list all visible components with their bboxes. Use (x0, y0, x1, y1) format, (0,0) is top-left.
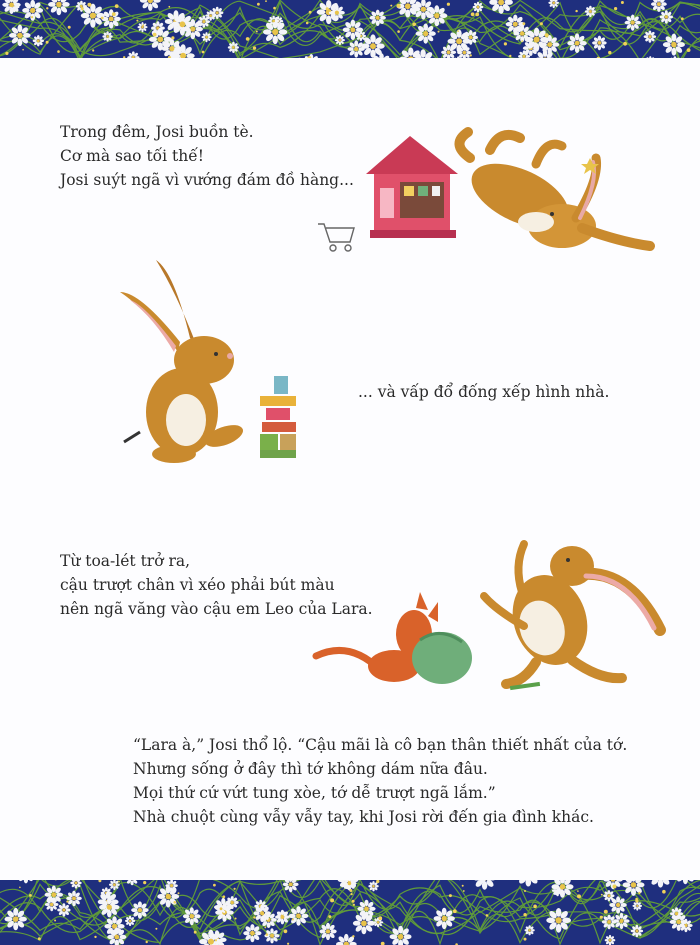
daisy-icon (335, 35, 345, 45)
daisy-icon (592, 36, 607, 51)
dot-decoration (486, 914, 489, 917)
daisy-icon (625, 15, 641, 31)
dot-decoration (524, 938, 527, 941)
rabbit-icon (120, 260, 246, 463)
daisy-icon (416, 23, 436, 43)
dot-decoration (463, 890, 465, 892)
dot-decoration (142, 24, 144, 26)
dot-decoration (54, 920, 56, 922)
toy-blocks-icon (260, 376, 296, 458)
dot-decoration (353, 904, 355, 906)
daisy-icon (567, 33, 587, 53)
dot-decoration (265, 0, 267, 2)
dot-decoration (22, 49, 24, 51)
dot-decoration (457, 30, 459, 32)
dot-decoration (577, 894, 581, 898)
dot-decoration (328, 915, 331, 918)
daisy-icon (546, 908, 571, 933)
dot-decoration (112, 12, 116, 16)
cat-icon (316, 592, 472, 684)
dot-decoration (575, 10, 577, 12)
dot-decoration (94, 936, 96, 938)
daisy-icon (33, 35, 44, 46)
dot-decoration (397, 30, 400, 33)
dot-decoration (614, 7, 617, 10)
dot-decoration (638, 892, 640, 894)
dot-decoration (68, 26, 71, 29)
dot-decoration (524, 890, 526, 892)
daisy-icon (631, 925, 643, 937)
dot-decoration (136, 20, 138, 22)
daisy-icon (99, 897, 119, 917)
rabbit-icon (459, 132, 650, 248)
dot-decoration (46, 7, 48, 9)
daisy-icon (66, 891, 82, 907)
dot-decoration (168, 6, 170, 8)
text-line: Mọi thứ cứ vứt tung xòe, tớ dễ trượt ngã lắm.” (133, 784, 496, 802)
dot-decoration (545, 33, 549, 37)
daisy-icon (140, 0, 161, 11)
daisy-icon (525, 28, 549, 52)
dot-decoration (449, 894, 452, 897)
text-line: Nhà chuột cùng vẫy vẫy tay, khi Josi rời đến gia đình khác. (133, 808, 594, 826)
dot-decoration (326, 7, 329, 10)
dot-decoration (273, 7, 276, 10)
text-line: Josi suýt ngã vì vướng đám đồ hàng... (60, 171, 354, 189)
dot-decoration (470, 54, 472, 56)
daisy-icon (76, 1, 87, 12)
dot-decoration (475, 13, 479, 17)
daisy-icon (434, 908, 455, 929)
dot-decoration (178, 892, 180, 894)
dot-decoration (155, 928, 157, 930)
top-floral-border (0, 0, 700, 64)
daisy-icon (9, 25, 31, 47)
dot-decoration (118, 881, 120, 883)
dot-decoration (153, 33, 157, 37)
text-line: nên ngã văng vào cậu em Leo của Lara. (60, 600, 373, 618)
dot-decoration (171, 36, 174, 39)
dot-decoration (215, 939, 217, 941)
fallen-rabbit-illustration (300, 118, 660, 263)
dot-decoration (504, 42, 507, 45)
dot-decoration (397, 4, 401, 8)
dot-decoration (5, 52, 8, 55)
daisy-icon (102, 9, 121, 28)
text-line: Từ toa-lét trở ra, (60, 552, 191, 570)
dot-decoration (330, 898, 334, 902)
dot-decoration (681, 17, 684, 20)
daisy-icon (633, 901, 643, 910)
dot-decoration (462, 885, 464, 887)
dot-decoration (577, 890, 579, 892)
dot-decoration (253, 916, 255, 918)
text-line: Nhưng sống ở đây thì tớ không dám nữa đâu. (133, 760, 488, 778)
text-line: “Lara à,” Josi thổ lộ. “Cậu mãi là cô bạn thân thiết nhất của tớ. (133, 736, 628, 754)
text-line: ... và vấp đổ đống xếp hình nhà. (358, 383, 610, 401)
dot-decoration (601, 894, 603, 896)
dot-decoration (264, 927, 266, 929)
dot-decoration (523, 913, 526, 916)
daisy-icon (613, 913, 629, 929)
dot-decoration (349, 889, 352, 892)
dot-decoration (81, 7, 84, 10)
daisy-icon (660, 10, 673, 23)
daisy-icon (5, 908, 27, 930)
daisy-icon (644, 30, 656, 42)
daisy-icon (268, 16, 279, 27)
dot-decoration (309, 11, 312, 14)
dot-decoration (174, 901, 177, 904)
shopping-cart-icon (318, 224, 354, 251)
dot-decoration (447, 3, 450, 6)
dot-decoration (509, 55, 511, 57)
paragraph-blocks (358, 380, 609, 404)
dot-decoration (687, 48, 691, 52)
toy-house-icon (366, 136, 458, 238)
dot-decoration (146, 941, 148, 943)
bottom-floral-border (0, 870, 700, 945)
slipping-rabbit-illustration (310, 530, 670, 700)
dot-decoration (253, 46, 256, 49)
daisy-icon (663, 34, 685, 56)
daisy-icon (357, 900, 375, 918)
daisy-icon (605, 935, 616, 945)
sitting-rabbit-illustration (120, 252, 310, 467)
dot-decoration (351, 893, 353, 895)
daisy-icon (226, 896, 239, 909)
daisy-icon (125, 916, 135, 926)
dot-decoration (662, 890, 666, 894)
dot-decoration (471, 12, 475, 16)
dot-decoration (613, 885, 617, 889)
daisy-icon (102, 31, 112, 41)
dot-decoration (46, 41, 49, 44)
daisy-pattern-top (0, 0, 700, 64)
daisy-icon (473, 2, 484, 13)
daisy-icon (45, 898, 59, 912)
dot-decoration (246, 37, 250, 41)
text-line: Cơ mà sao tối thế! (60, 147, 205, 165)
dot-decoration (523, 22, 526, 25)
daisy-icon (289, 906, 309, 926)
dot-decoration (287, 943, 289, 945)
dot-decoration (600, 916, 603, 919)
daisy-icon (585, 6, 596, 17)
dot-decoration (101, 17, 104, 20)
text-line: cậu trượt chân vì xéo phải bút màu (60, 576, 335, 594)
daisy-icon (57, 903, 70, 916)
dot-decoration (143, 881, 146, 884)
dot-decoration (66, 901, 68, 903)
dot-decoration (29, 894, 32, 897)
paragraph-farewell (133, 733, 627, 829)
dot-decoration (352, 900, 355, 903)
dot-decoration (438, 31, 440, 33)
dot-decoration (292, 918, 294, 920)
daisy-icon (131, 901, 148, 918)
dot-decoration (623, 42, 627, 46)
dot-decoration (412, 23, 416, 27)
dot-decoration (234, 888, 236, 890)
daisy-icon (525, 925, 535, 935)
daisy-icon (603, 890, 614, 901)
dot-decoration (31, 16, 33, 18)
daisy-icon (329, 5, 345, 21)
daisy-pattern-bottom (0, 870, 700, 945)
dot-decoration (306, 22, 309, 25)
dot-decoration (235, 918, 237, 920)
dot-decoration (378, 916, 382, 920)
daisy-icon (215, 903, 226, 914)
dot-decoration (222, 895, 225, 898)
daisy-icon (370, 10, 386, 26)
daisy-icon (343, 20, 363, 40)
daisy-icon (275, 910, 290, 925)
dot-decoration (521, 40, 523, 42)
dot-decoration (635, 899, 638, 902)
daisy-icon (165, 879, 177, 891)
dot-decoration (92, 49, 94, 51)
dot-decoration (604, 910, 608, 914)
dot-decoration (352, 935, 354, 937)
dot-decoration (213, 884, 216, 887)
daisy-icon (138, 22, 148, 32)
dot-decoration (19, 887, 21, 889)
daisy-icon (183, 907, 201, 925)
dot-decoration (115, 4, 119, 8)
daisy-icon (348, 40, 365, 57)
daisy-icon (319, 923, 336, 940)
dot-decoration (57, 50, 60, 53)
daisy-icon (149, 28, 172, 51)
dot-decoration (256, 31, 258, 33)
daisy-icon (254, 905, 272, 923)
dot-decoration (608, 51, 611, 54)
rabbit-icon (484, 544, 660, 690)
daisy-icon (205, 10, 216, 21)
dot-decoration (87, 3, 91, 7)
text-line: Trong đêm, Josi buồn tè. (60, 123, 254, 141)
dot-decoration (257, 3, 260, 6)
dot-decoration (533, 905, 537, 909)
dot-decoration (38, 937, 41, 940)
daisy-icon (243, 924, 261, 942)
dot-decoration (376, 880, 379, 883)
dot-decoration (284, 929, 288, 933)
daisy-icon (171, 13, 194, 35)
dot-decoration (390, 5, 392, 7)
dot-decoration (621, 1, 624, 4)
daisy-icon (202, 32, 212, 42)
dot-decoration (329, 10, 331, 12)
dot-decoration (540, 22, 543, 25)
dot-decoration (266, 933, 269, 936)
dot-decoration (194, 931, 197, 934)
dot-decoration (453, 909, 457, 913)
dot-decoration (202, 51, 205, 54)
daisy-icon (506, 15, 525, 34)
